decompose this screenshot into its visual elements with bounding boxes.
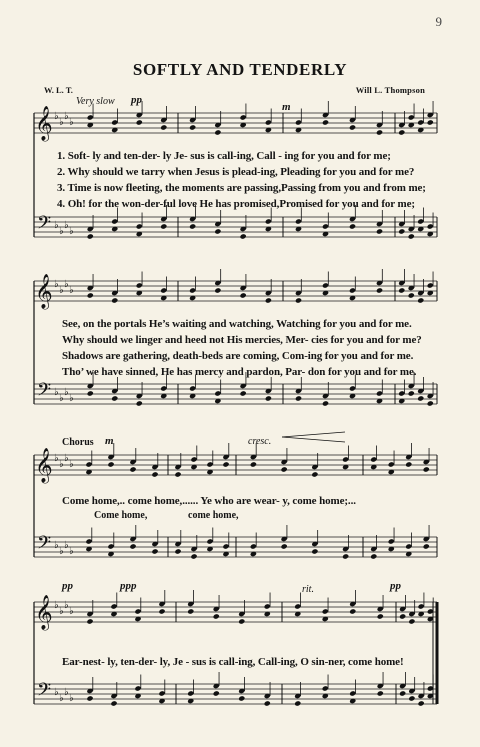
verse-2-line-1: 2. Why should we tarry when Jesus is plead-ing, Pleading for you and for me? — [57, 166, 415, 178]
note-head — [408, 390, 415, 396]
note-head — [377, 690, 384, 696]
flat-sign: ♭ — [54, 453, 59, 464]
flat-sign: ♭ — [69, 393, 74, 404]
note-head — [349, 124, 356, 130]
note-head — [322, 119, 329, 125]
flat-sign: ♭ — [64, 600, 69, 611]
note-head — [238, 695, 245, 701]
author-initials: W. L. T. — [44, 85, 73, 95]
bass-clef: 𝄢 — [37, 380, 52, 405]
note-head — [311, 471, 318, 477]
flat-sign: ♭ — [64, 387, 69, 398]
note-head — [129, 543, 136, 549]
flat-sign: ♭ — [59, 393, 64, 404]
flat-sign: ♭ — [69, 459, 74, 470]
note-head — [423, 543, 430, 549]
note-head — [190, 553, 197, 559]
note-head — [250, 461, 257, 467]
note-head — [111, 297, 118, 303]
chorus-lyric-lower-2: come home, — [188, 510, 239, 521]
note-head — [86, 695, 93, 701]
flat-sign: ♭ — [54, 279, 59, 290]
treble-clef: 𝄞 — [35, 595, 53, 630]
flat-sign: ♭ — [64, 453, 69, 464]
note-head — [136, 119, 143, 125]
note-head — [427, 400, 434, 406]
note-head — [418, 700, 425, 706]
bass-clef: 𝄢 — [37, 533, 52, 558]
flat-sign: ♭ — [69, 693, 74, 704]
flat-sign: ♭ — [59, 285, 64, 296]
note-head — [129, 466, 136, 472]
note-head — [398, 228, 405, 234]
chorus-final-lyric: Ear-nest- ly, ten-der- ly, Je - sus is call-ing, Call-ing, O sin-ner, come home! — [62, 656, 404, 668]
note-head — [376, 129, 383, 135]
dynamic-pp-end: pp — [390, 580, 401, 592]
note-head — [222, 461, 229, 467]
note-head — [87, 390, 94, 396]
composer-credit: Will L. Thompson — [355, 85, 425, 95]
verse-3-line-2: Shadows are gathering, death-beds are coming, Com-ing for you and for me. — [62, 350, 414, 362]
page-number: 9 — [435, 14, 442, 29]
note-head — [349, 608, 356, 614]
note-head — [370, 553, 377, 559]
note-head — [399, 690, 406, 696]
note-head — [265, 297, 272, 303]
note-head — [189, 124, 196, 130]
note-head — [158, 608, 165, 614]
flat-sign: ♭ — [64, 220, 69, 231]
note-head — [187, 608, 194, 614]
note-head — [417, 395, 424, 401]
flat-sign: ♭ — [69, 117, 74, 128]
rit-marking: rit. — [302, 584, 314, 595]
verse-4-line-2: Tho’ we have sinned, He has mercy and pardon, Par- don for you and for me. — [62, 366, 417, 378]
tempo-marking: Very slow — [76, 96, 115, 107]
verse-1-line-1: 1. Soft- ly and ten-der- ly Je- sus is call-ing, Call - ing for you and for me; — [57, 150, 391, 162]
cresc-hairpin — [282, 437, 345, 442]
note-head — [238, 618, 245, 624]
flat-sign: ♭ — [64, 279, 69, 290]
note-head — [349, 223, 356, 229]
flat-sign: ♭ — [59, 546, 64, 557]
note-head — [281, 543, 288, 549]
flat-sign: ♭ — [69, 546, 74, 557]
dynamic-m: m — [282, 101, 291, 113]
note-head — [111, 395, 118, 401]
note-head — [174, 471, 181, 477]
chorus-dynamic-m: m — [105, 435, 114, 447]
note-head — [214, 228, 221, 234]
note-head — [294, 700, 301, 706]
note-head — [213, 613, 220, 619]
note-head — [136, 400, 143, 406]
note-head — [87, 233, 94, 239]
note-head — [376, 228, 383, 234]
note-head — [423, 466, 430, 472]
chorus-lyric-upper: Come home,.. come home,...... Ye who are wear- y, come home;... — [62, 495, 356, 507]
chorus-lyric-lower-1: Come home, — [94, 510, 148, 521]
verse-4-line-1: 4. Oh! for the won-der-ful love He has promised,Promised for you and for me; — [57, 198, 415, 210]
cresc-marking: cresc. — [248, 436, 272, 447]
note-head — [311, 548, 318, 554]
note-head — [110, 700, 117, 706]
note-head — [264, 700, 271, 706]
flat-sign: ♭ — [69, 606, 74, 617]
note-head — [295, 395, 302, 401]
verse-2-line-2: Why should we linger and heed not His mercies, Mer- cies for you and for me? — [62, 334, 422, 346]
note-head — [417, 297, 424, 303]
note-head — [160, 124, 167, 130]
bass-clef: 𝄢 — [37, 213, 52, 238]
note-head — [342, 553, 349, 559]
note-head — [376, 287, 383, 293]
note-head — [427, 119, 434, 125]
note-head — [398, 287, 405, 293]
note-head — [189, 223, 196, 229]
flat-sign: ♭ — [69, 285, 74, 296]
dynamic-pp-2: pp — [62, 580, 73, 592]
note-head — [160, 223, 167, 229]
note-head — [107, 461, 114, 467]
treble-clef: 𝄞 — [35, 448, 53, 483]
bass-clef: 𝄢 — [37, 680, 52, 705]
note-head — [151, 471, 158, 477]
cresc-hairpin — [282, 432, 345, 437]
flat-sign: ♭ — [54, 111, 59, 122]
note-head — [295, 297, 302, 303]
flat-sign: ♭ — [54, 600, 59, 611]
flat-sign: ♭ — [64, 687, 69, 698]
note-head — [265, 395, 272, 401]
flat-sign: ♭ — [54, 687, 59, 698]
hymn-title: SOFTLY AND TENDERLY — [132, 60, 348, 79]
note-head — [408, 233, 415, 239]
chorus-label: Chorus — [62, 437, 94, 448]
note-head — [213, 690, 220, 696]
note-head — [87, 292, 94, 298]
note-head — [151, 548, 158, 554]
note-head — [240, 390, 247, 396]
treble-clef: 𝄞 — [35, 274, 53, 309]
note-head — [408, 618, 415, 624]
flat-sign: ♭ — [59, 226, 64, 237]
note-head — [405, 461, 412, 467]
flat-sign: ♭ — [54, 540, 59, 551]
note-head — [214, 287, 221, 293]
treble-clef: 𝄞 — [35, 106, 53, 141]
flat-sign: ♭ — [54, 387, 59, 398]
flat-sign: ♭ — [64, 540, 69, 551]
dynamic-ppp: ppp — [120, 580, 137, 592]
note-head — [408, 695, 415, 701]
note-head — [174, 548, 181, 554]
verse-1-line-2: See, on the portals He’s waiting and watching, Watching for you and for me. — [62, 318, 412, 330]
flat-sign: ♭ — [54, 220, 59, 231]
verse-3-line-1: 3. Time is now fleeting, the moments are passing,Passing from you and from me; — [57, 182, 426, 194]
note-head — [322, 400, 329, 406]
note-head — [240, 233, 247, 239]
note-head — [398, 129, 405, 135]
note-head — [214, 129, 221, 135]
note-head — [240, 292, 247, 298]
note-head — [86, 618, 93, 624]
flat-sign: ♭ — [59, 459, 64, 470]
note-head — [399, 613, 406, 619]
note-head — [377, 613, 384, 619]
flat-sign: ♭ — [59, 606, 64, 617]
flat-sign: ♭ — [64, 111, 69, 122]
flat-sign: ♭ — [69, 226, 74, 237]
flat-sign: ♭ — [59, 693, 64, 704]
note-head — [281, 466, 288, 472]
flat-sign: ♭ — [59, 117, 64, 128]
note-head — [408, 292, 415, 298]
dynamic-pp: pp — [131, 94, 142, 106]
